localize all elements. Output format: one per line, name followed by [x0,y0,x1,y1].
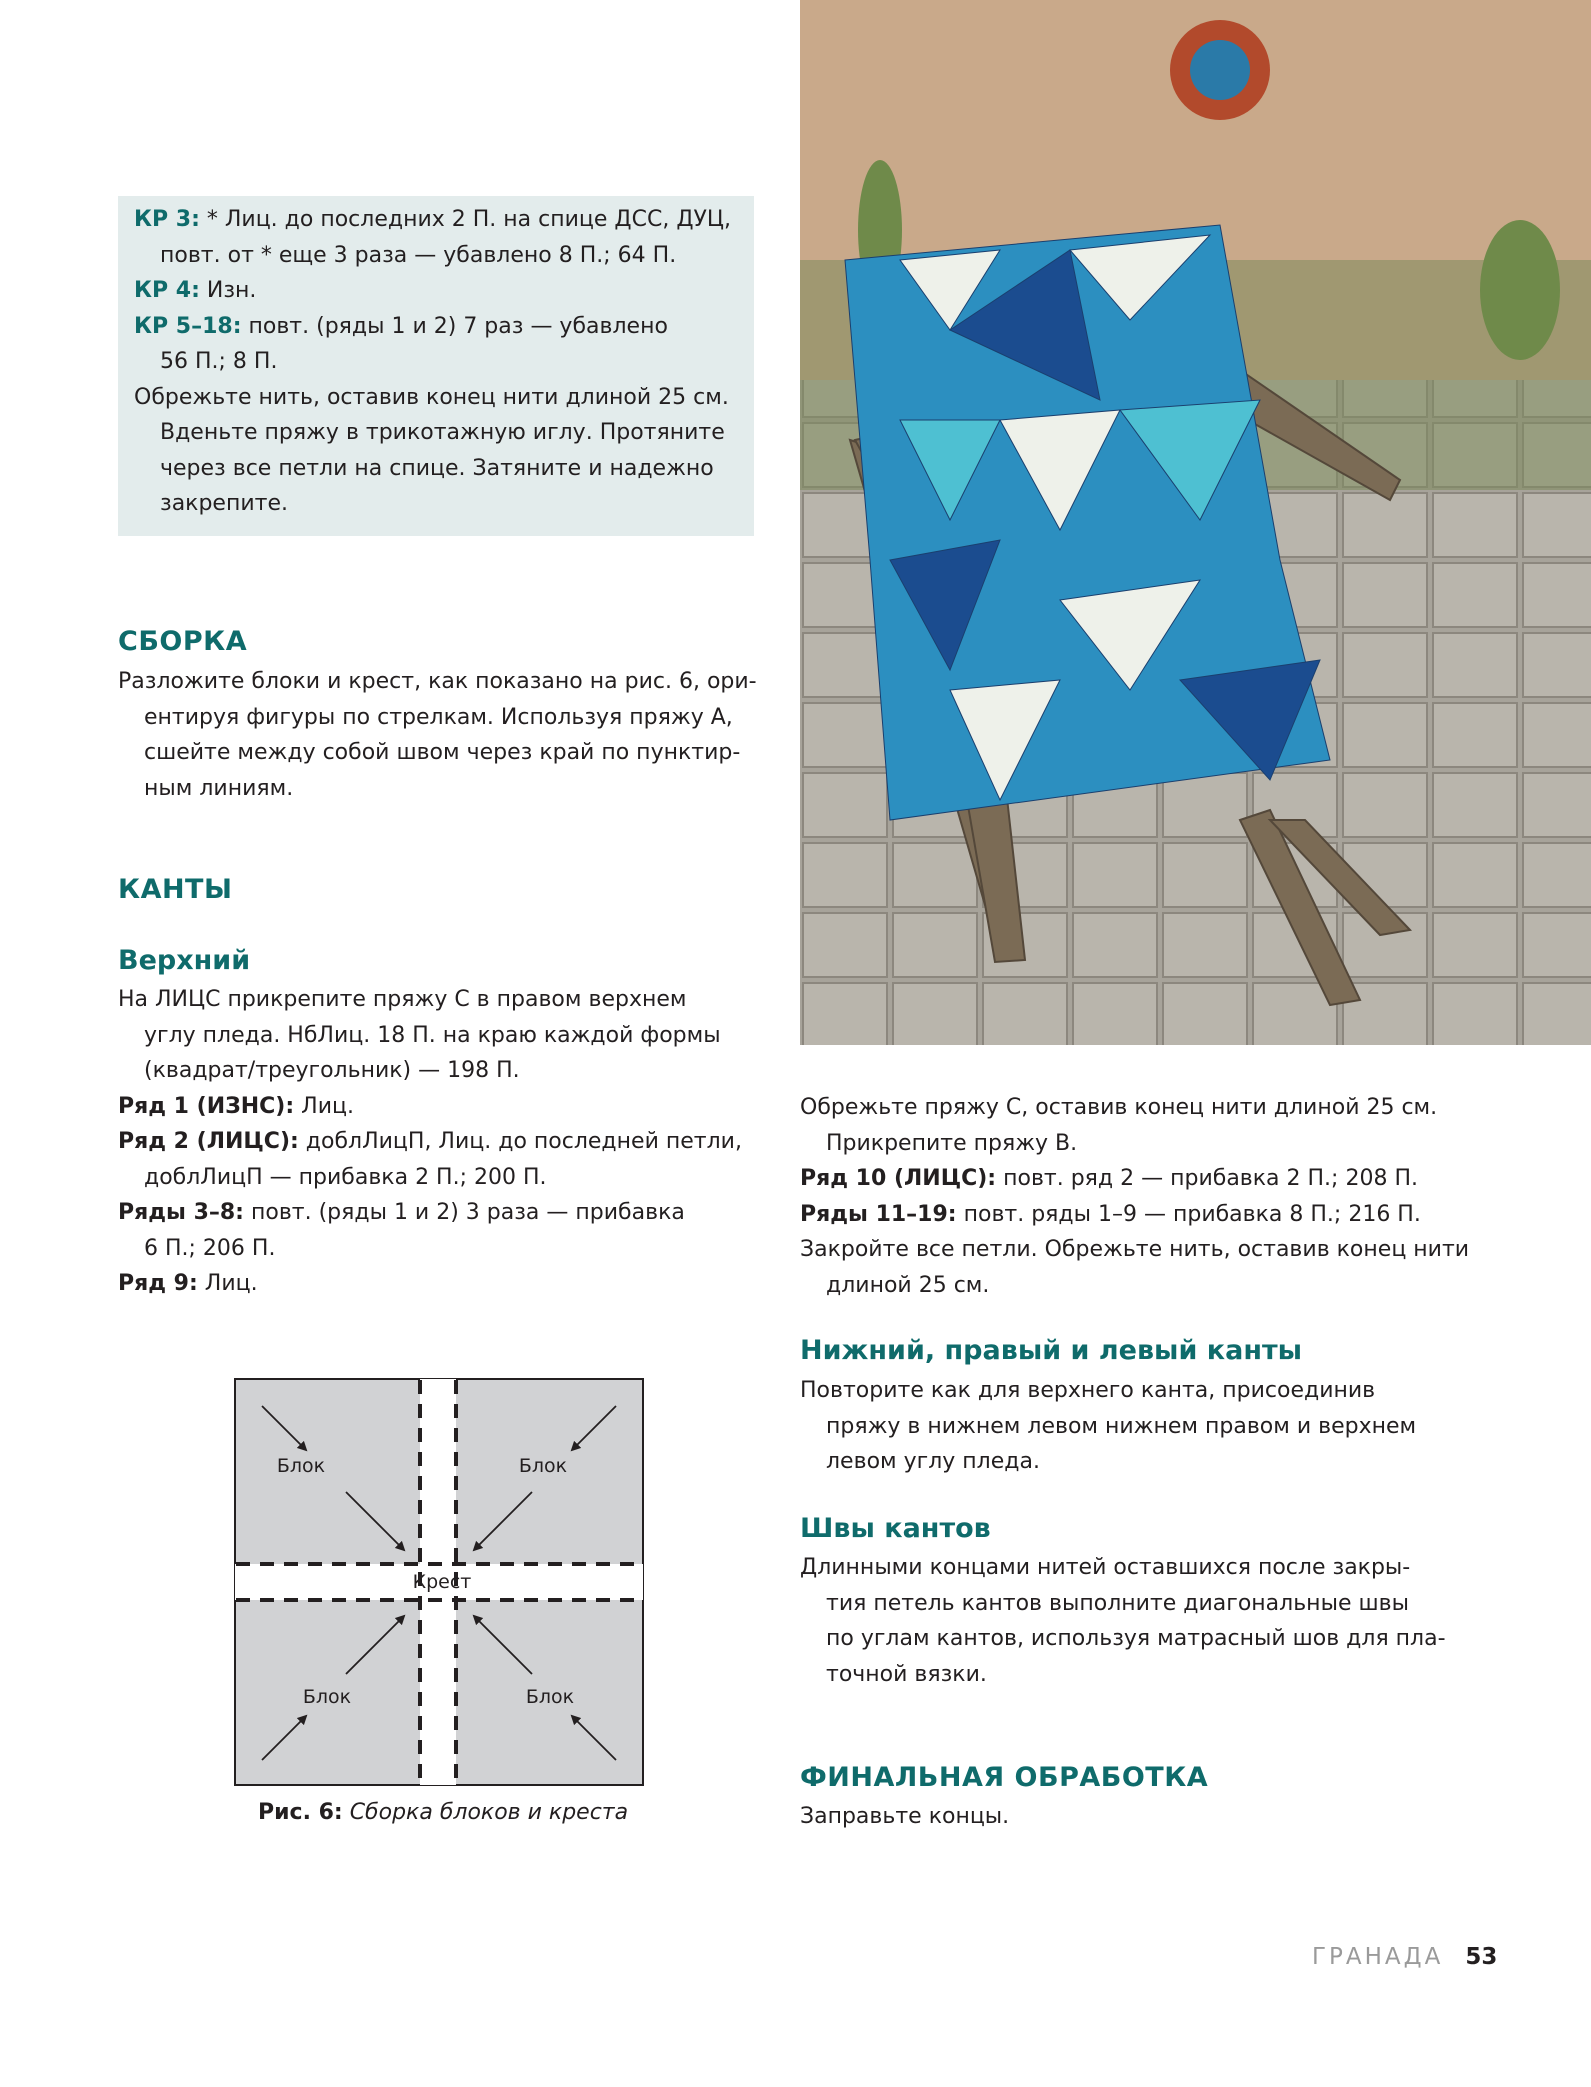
label-cross: Крест [412,1571,472,1593]
kr4-label: КР 4: [134,278,200,303]
figure-caption: Рис. 6: Сборка блоков и креста [258,1800,629,1825]
edges-heading: КАНТЫ [118,874,233,905]
page-number: 53 [1465,1944,1498,1970]
edge-seams-heading: Швы кантов [800,1513,991,1544]
bottom-edges-text: Повторите как для верхнего канта, присоединив пряжу в нижнем левом нижнем правом и верхнем левом углу пледа. [800,1378,1417,1474]
finishing-text: Заправьте концы. [800,1804,1010,1829]
top-edge-heading: Верхний [118,945,251,976]
label-block-top-left: Блок [276,1455,326,1477]
label-block-bottom-left: Блок [302,1686,352,1708]
row9-label: Ряд 9: [118,1271,198,1296]
row3-label: Ряды 3–8: [118,1200,244,1225]
assembly-diagram [234,1378,646,1788]
page-footer [1312,1944,1497,1970]
pattern-instructions-text: КР 3: * Лиц. до последних 2 П. на спице ДСС, ДУЦ, повт. от * еще 3 раза — убавлено 8 П.; 64 П. КР 4: Изн. КР 5–18: повт. (ряды 1 и 2) 7 раз — убавлено 56 П.; 8 П. Обрежьте нить, оставив конец нити длиной 25 см. Вденьте пряжу в трикотажную иглу. Протяните через все петли на спице. Затяните и надежно закрепите. [134,207,731,516]
row10-label: Ряд 10 (ЛИЦС): [800,1166,997,1191]
bottom-edges-heading: Нижний, правый и левый канты [800,1335,1303,1366]
figure-caption-label: Рис. 6: [258,1800,343,1825]
row11-label: Ряды 11–19: [800,1201,957,1227]
kr5-label: КР 5–18: [134,313,242,339]
kr3-label: КР 3: [134,207,200,232]
label-block-bottom-right: Блок [525,1686,575,1708]
assembly-heading: СБОРКА [118,626,248,657]
running-title: ГРАНАДА [1312,1944,1444,1970]
label-block-top-right: Блок [518,1455,568,1477]
row2-label: Ряд 2 (ЛИЦС): [118,1129,299,1154]
row1-label: Ряд 1 (ИЗНС): [118,1093,295,1119]
blanket-chair-photo [800,0,1591,1045]
top-edge-text: На ЛИЦС прикрепите пряжу С в правом верхнем углу пледа. НбЛиц. 18 П. на краю каждой формы (квадрат/треугольник) — 198 П. Ряд 1 (ИЗНС): Лиц. Ряд 2 (ЛИЦС): доблЛицП, Лиц. до последней петли, доблЛицП — прибавка 2 П.; 200 П. Ряды 3–8: повт. (ряды 1 и 2) 3 раза — прибавка 6 П.; 206 П. Ряд 9: Лиц. [118,987,742,1296]
right-column-text: Обрежьте пряжу С, оставив конец нити длиной 25 см. Прикрепите пряжу В. Ряд 10 (ЛИЦС): повт. ряд 2 — прибавка 2 П.; 208 П. Ряды 11–19: повт. ряды 1–9 — прибавка 8 П.; 216 П. Закройте все петли. Обрежьте нить, оставив конец нити длиной 25 см. [800,1095,1470,1298]
edge-seams-text: Длинными концами нитей оставшихся после закры- тия петель кантов выполните диагональные швы по углам кантов, используя матрасный шов для пла- точной вязки. [800,1555,1446,1687]
assembly-text: Разложите блоки и крест, как показано на рис. 6, ори- ентируя фигуры по стрелкам. Используя пряжу А, сшейте между собой швом через край по пунктир- ным линиям. [118,669,757,801]
finishing-heading: ФИНАЛЬНАЯ ОБРАБОТКА [800,1762,1209,1793]
